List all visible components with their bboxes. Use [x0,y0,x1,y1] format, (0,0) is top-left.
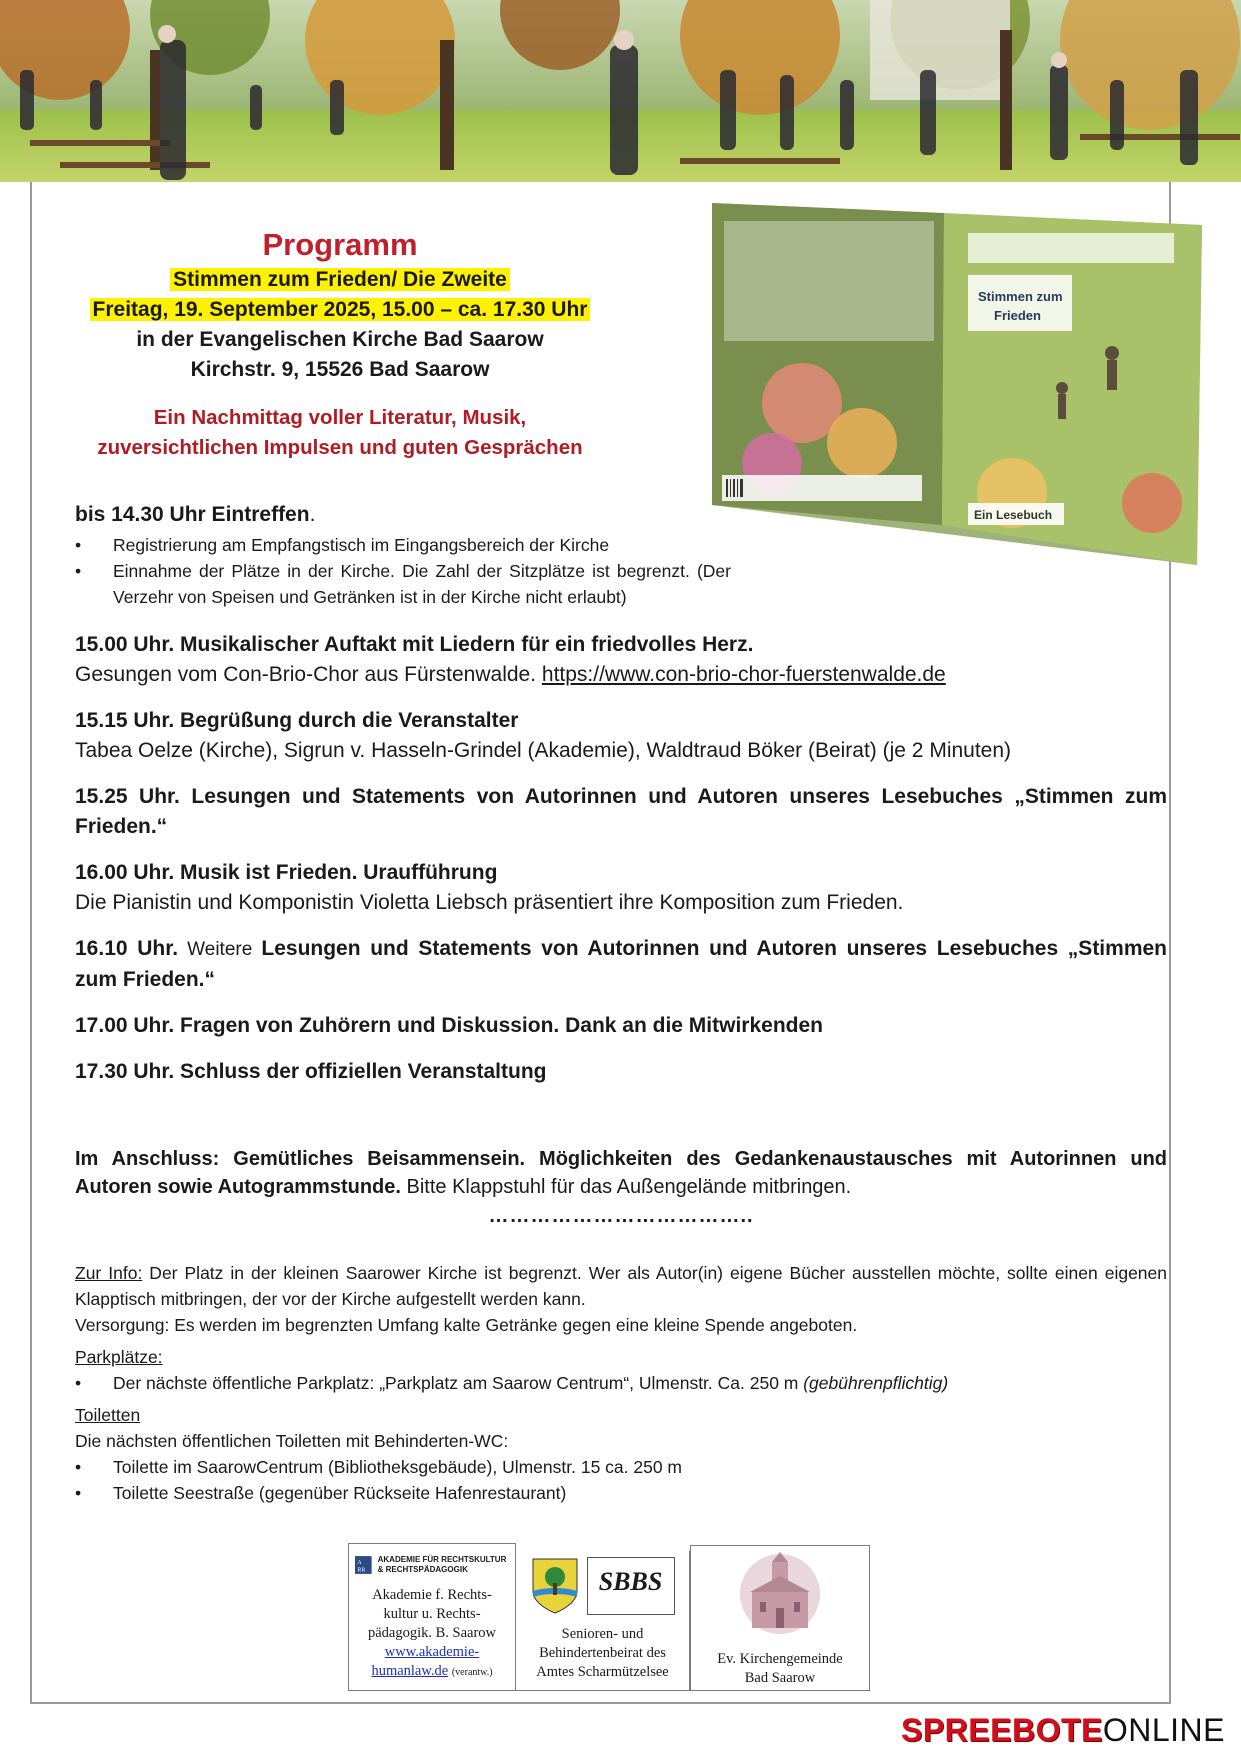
sbbs-logo: SBBS [587,1557,675,1615]
supply-text: Versorgung: Es werden im begrenzten Umfang kalte Getränke gegen eine kleine Spende angeboten. [75,1315,858,1335]
parking-note: (gebührenpflichtig) [803,1373,949,1393]
program-item [75,782,1167,842]
arrival-heading: bis 14.30 Uhr Eintreffen [75,503,310,526]
program-list [75,630,1167,1103]
afterwards-plain: Bitte Klappstuhl für das Außengelände mitbringen. [400,1176,852,1198]
arrival-section [75,500,835,532]
afterwards-bold: Im Anschluss: Gemütliches Beisammensein. Möglichkeiten des Gedankenaustausches mit Autorinnen und Autoren sowie Autogrammstunde. [75,1148,1167,1198]
kirche-text: Ev. Kirchengemeinde [717,1651,843,1667]
tagline-1: Ein Nachmittag voller Literatur, Musik, [153,406,527,429]
beirat-text: Behindertenbeirat des [539,1645,666,1661]
program-detail: Gesungen vom Con-Brio-Chor aus Fürstenwalde. [75,663,542,686]
book-subtitle: Ein Lesebuch [974,508,1053,522]
akademie-logo-text: AKADEMIE FÜR RECHTSKULTUR & RECHTSPÄDAGOGIK [377,1555,507,1574]
info-label: Zur Info: [75,1263,143,1283]
info-text: Der Platz in der kleinen Saarower Kirche ist begrenzt. Wer als Autor(in) eigene Bücher ausstellen möchte, sollte einen eigenen Klapptisch mitbringen, der vor der Kirche aufgestellt werden kann. [75,1263,1168,1309]
akademie-logo-icon [355,1550,372,1580]
info-section [75,1260,1167,1506]
program-item [75,1057,1167,1087]
divider: ……………………………….. [488,1205,754,1227]
program-title: Lesungen und Statements von Autorinnen und Autoren unseres Lesebuches „Stimmen zum Frieden.“ [75,937,1167,991]
beirat-text: Amtes Scharmützelsee [536,1664,669,1680]
brand-black: ONLINE [1102,1712,1225,1748]
kirche-text: Bad Saarow [744,1670,816,1686]
program-item [75,630,1167,690]
beirat-logo-box [516,1551,690,1691]
event-name: Stimmen zum Frieden/ Die Zweite [170,268,510,291]
event-location: in der Evangelischen Kirche Bad Saarow [136,328,544,351]
list-item: • Toilette im SaarowCentrum (Bibliotheksgebäude), Ulmenstr. 15 ca. 250 m [75,1454,1167,1480]
list-item: • Registrierung am Empfangstisch im Eingangsbereich der Kirche [75,532,675,558]
program-title: 15.00 Uhr. Musikalischer Auftakt mit Liedern für ein friedvolles Herz. [75,633,754,656]
program-title: 15.15 Uhr. Begrüßung durch die Veranstalter [75,709,519,732]
book-title-2: Frieden [994,308,1041,323]
header-photo [0,0,1241,182]
list-item: • Toilette Seestraße (gegenüber Rückseite Hafenrestaurant) [75,1480,1167,1506]
coat-of-arms-icon [531,1557,579,1615]
title-block [80,225,600,463]
svg-text:RR: RR [357,1567,366,1574]
akademie-link[interactable]: humanlaw.de [371,1663,449,1679]
program-title: 15.25 Uhr. Lesungen und Statements von Autorinnen und Autoren unseres Lesebuches „Stimmen zum Frieden.“ [75,785,1167,838]
footer-brand [901,1712,1225,1749]
kirche-logo-box [690,1545,870,1691]
akademie-text: Akademie f. Rechts- [372,1587,492,1603]
choir-link[interactable]: https://www.con-brio-chor-fuerstenwalde.de [541,663,946,686]
beirat-text: Senioren- und [561,1626,644,1642]
page-title: Programm [262,227,418,262]
parking-label: Parkplätze: [75,1347,163,1367]
toilets-label: Toiletten [75,1405,141,1425]
akademie-text: pädagogik. B. Saarow [367,1625,497,1641]
program-title: 17.00 Uhr. Fragen von Zuhörern und Diskussion. Dank an die Mitwirkenden [75,1014,823,1037]
list-item: • Einnahme der Plätze in der Kirche. Die Zahl der Sitzplätze ist begrenzt. (Der Verzehr von Speisen und Getränken ist in der Kirche nicht erlaubt) [75,558,731,610]
parking-text: Der nächste öffentliche Parkplatz: „Parkplatz am Saarow Centrum“, Ulmenstr. Ca. 250 m [113,1373,804,1393]
program-item [75,1011,1167,1041]
arrival-suffix: . [309,503,316,526]
svg-text:A: A [357,1559,362,1566]
book-title-1: Stimmen zum [978,289,1063,304]
program-item [75,858,1167,918]
program-title: 16.00 Uhr. Musik ist Frieden. Uraufführung [75,861,498,884]
akademie-text: kultur u. Rechts- [383,1606,481,1622]
tagline-2: zuversichtlichen Impulsen und guten Gesprächen [97,436,583,459]
sponsor-logos [348,1543,893,1691]
program-detail: Tabea Oelze (Kirche), Sigrun v. Hasseln-Grindel (Akademie), Waldtraud Böker (Beirat) (je 2 Minuten) [75,739,1012,762]
toilets-intro: Die nächsten öffentlichen Toiletten mit Behinderten-WC: [75,1431,509,1451]
church-icon [732,1552,828,1636]
event-date: Freitag, 19. September 2025, 15.00 – ca. 17.30 Uhr [90,298,591,321]
akademie-note: (verantw.) [451,1667,493,1678]
brand-red: SPREEBOTE [900,1712,1103,1748]
afterwards-section [75,1145,1167,1228]
program-item [75,934,1167,995]
program-detail: Die Pianistin und Komponistin Violetta Liebsch präsentiert ihre Komposition zum Frieden. [75,891,904,914]
program-title: 17.30 Uhr. Schluss der offiziellen Veranstaltung [75,1060,547,1083]
program-plain: Weitere [178,939,262,960]
akademie-link[interactable]: www.akademie- [384,1644,480,1660]
akademie-logo-box [348,1543,516,1691]
event-address: Kirchstr. 9, 15526 Bad Saarow [190,358,490,381]
program-time: 16.10 Uhr. [75,937,179,960]
program-item [75,706,1167,766]
